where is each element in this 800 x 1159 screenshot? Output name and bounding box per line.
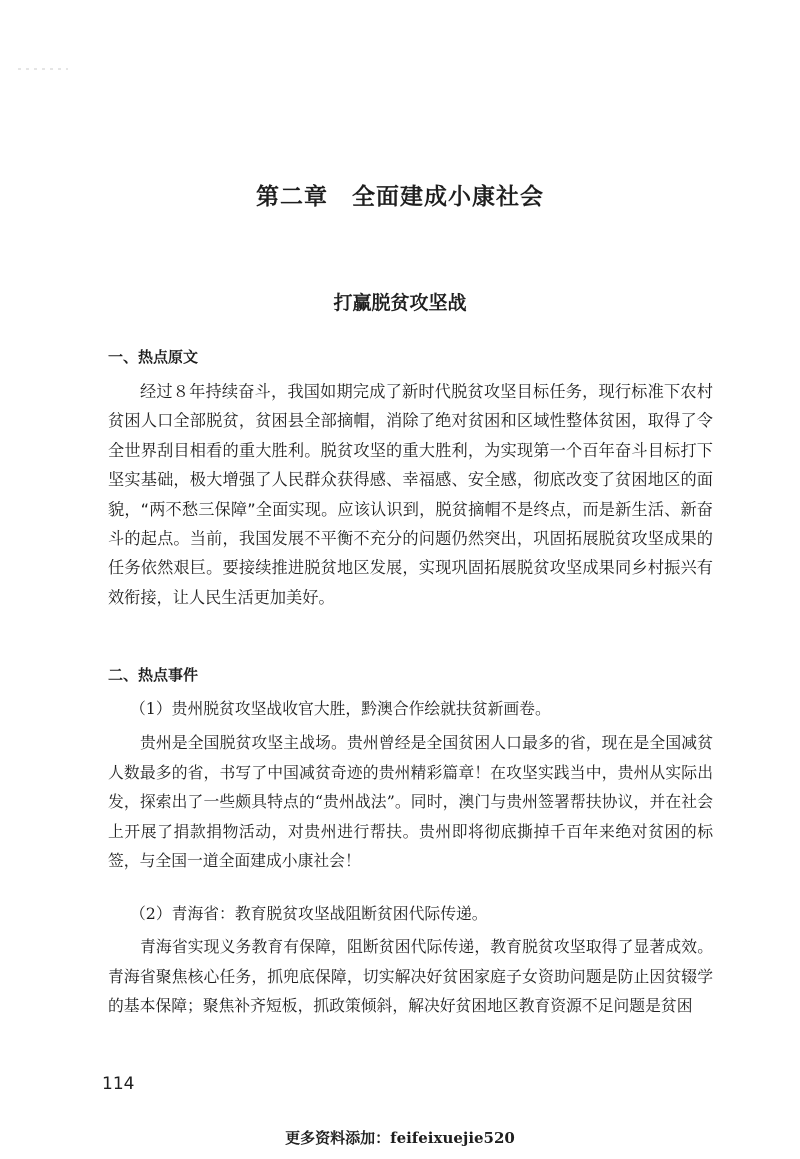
section-title: 打赢脱贫攻坚战 bbox=[333, 292, 467, 314]
part1-paragraph: 经过８年持续奋斗，我国如期完成了新时代脱贫攻坚目标任务，现行标准下农村贫困人口全部脱贫，贫困县全部摘帽，消除了绝对贫困和区域性整体贫困，取得了令全世界刮目相看的重大胜利。脱贫攻坚的重大胜利，为实现第一个百年奋斗目标打下坚实基础，极大增强了人民群众获得感、幸福感、安全感，彻底改变了贫困地区的面貌，“两不愁三保障”全面实现。应该认识到，脱贫摘帽不是终点，而是新生活、新奋斗的起点。当前，我国发展不平衡不充分的问题仍然突出，巩固拓展脱贫攻坚成果的任务依然艰巨。要接续推进脱贫地区发展，实现巩固拓展脱贫攻坚成果同乡村振兴有效衔接，让人民生活更加美好。 bbox=[108, 382, 713, 607]
scan-artifact-mark bbox=[18, 68, 68, 70]
chapter-title bbox=[0, 178, 800, 211]
part2-heading: 二、热点事件 bbox=[108, 666, 199, 684]
footer-note: 更多资料添加：feifeixuejie520 bbox=[285, 1129, 515, 1147]
part1-heading: 一、热点原文 bbox=[108, 348, 199, 366]
event-1-body: 贵州是全国脱贫攻坚主战场。贵州曾经是全国贫困人口最多的省，现在是全国减贫人数最多的省，书写了中国减贫奇迹的贵州精彩篇章！在攻坚实践当中，贵州从实际出发，探索出了一些颇具特点的“贵州战法”。同时，澳门与贵州签署帮扶协议，并在社会上开展了捐款捐物活动，对贵州进行帮扶。贵州即将彻底撕掉千百年来绝对贫困的标签，与全国一道全面建成小康社会！ bbox=[108, 733, 713, 871]
event-2-title: （2）青海省：教育脱贫攻坚战阻断贫困代际传递。 bbox=[130, 904, 488, 923]
event-1-title: （1）贵州脱贫攻坚战收官大胜，黔澳合作绘就扶贫新画卷。 bbox=[130, 699, 551, 718]
page-number: 114 bbox=[102, 1074, 135, 1094]
chapter-name: 全面建成小康社会 bbox=[352, 184, 544, 210]
chapter-number: 第二章 bbox=[256, 184, 328, 210]
event-2-body: 青海省实现义务教育有保障，阻断贫困代际传递，教育脱贫攻坚取得了显著成效。青海省聚焦核心任务，抓兜底保障，切实解决好贫困家庭子女资助问题是防止因贫辍学的基本保障；聚焦补齐短板，抓政策倾斜，解决好贫困地区教育资源不足问题是贫困 bbox=[108, 937, 713, 1016]
